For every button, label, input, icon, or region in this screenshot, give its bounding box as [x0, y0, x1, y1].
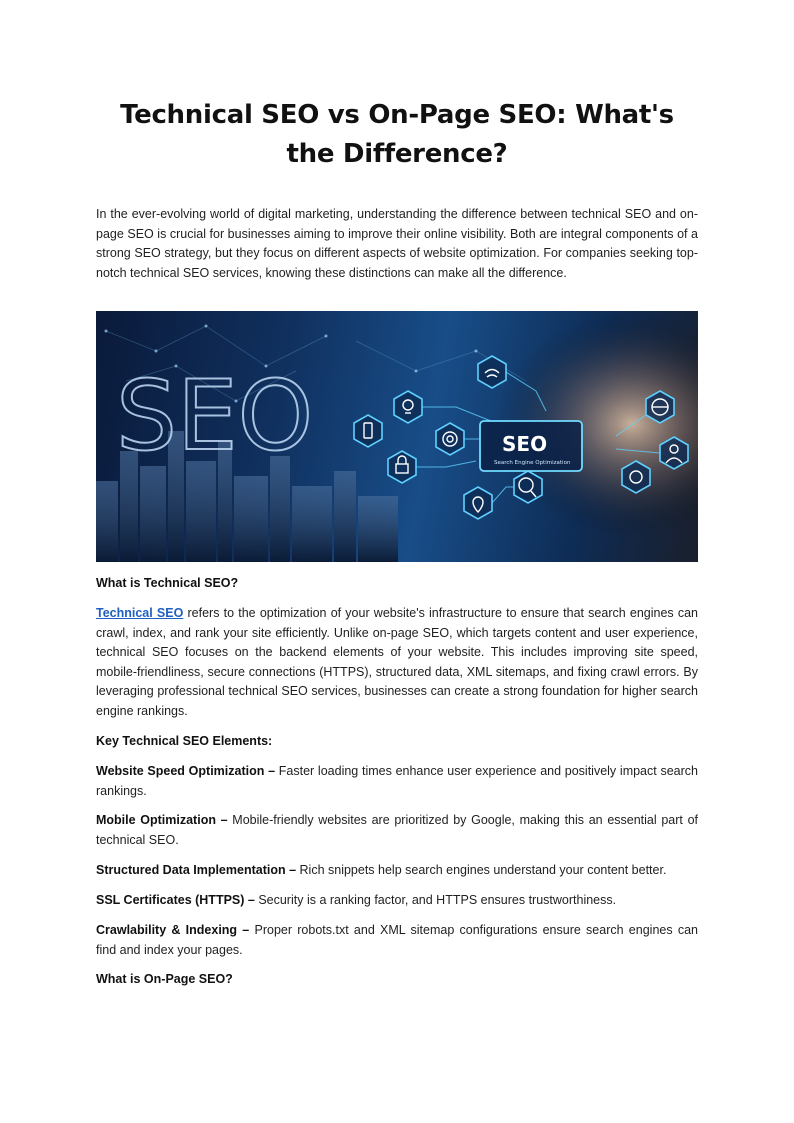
mobile-icon [354, 415, 382, 447]
list-item [96, 762, 698, 801]
technical-seo-paragraph [96, 604, 698, 721]
key-elements-heading: Key Technical SEO Elements: [96, 734, 273, 748]
gear-icon [622, 461, 650, 493]
hero-big-text: SEO [116, 360, 314, 472]
list-item-term: SSL Certificates (HTTPS) – [96, 893, 255, 907]
technical-seo-body-text: refers to the optimization of your website's infrastructure to ensure that search engines can crawl, index, and rank your site efficiently. Unlike on-page SEO, which targets content and user experience, technical SEO focuses on the backend elements of your website. This includes improving site speed, mobile-friendliness, secure connections (HTTPS), structured data, XML sitemaps, and fixing crawl errors. By leveraging professional technical SEO services, businesses can create a strong foundation for higher search engine rankings. [96, 606, 699, 718]
list-item-desc: Faster loading times enhance user experience and positively impact search rankings. [96, 764, 698, 798]
list-item-desc: Proper robots.txt and XML sitemap configurations ensure search engines can find and index your pages. [96, 923, 698, 957]
technical-seo-link[interactable]: Technical SEO [96, 606, 184, 620]
list-item-term: Website Speed Optimization – [96, 764, 276, 778]
target-icon [436, 423, 464, 455]
technical-seo-heading: What is Technical SEO? [96, 576, 239, 590]
intro-paragraph: In the ever-evolving world of digital marketing, understanding the difference between technical SEO and on-page SEO is crucial for businesses aiming to improve their online visibility. Both are integral components of a strong SEO strategy, but they focus on different aspects of website optimization. For companies seeking top-notch technical SEO services, knowing these distinctions can make all the difference. [96, 207, 698, 280]
list-item-term: Mobile Optimization – [96, 813, 228, 827]
seo-panel-title: SEO [502, 432, 548, 456]
list-item [96, 811, 698, 850]
seo-panel-subtitle: Search Engine Optimization [494, 460, 571, 466]
list-item-term: Crawlability & Indexing – [96, 923, 250, 937]
location-pin-icon [464, 487, 492, 519]
list-item-term: Structured Data Implementation – [96, 863, 297, 877]
onpage-seo-heading: What is On-Page SEO? [96, 972, 233, 986]
seo-illustration [96, 311, 698, 562]
list-item-desc: Rich snippets help search engines understand your content better. [296, 863, 667, 877]
page-title: Technical SEO vs On-Page SEO: What's the Difference? [120, 100, 674, 169]
lightbulb-icon [394, 391, 422, 423]
list-item [96, 861, 698, 881]
analytics-search-icon [514, 471, 542, 503]
list-item [96, 921, 698, 960]
wifi-icon [478, 356, 506, 388]
hero-image [96, 311, 698, 562]
list-item [96, 891, 698, 911]
list-item-desc: Security is a ranking factor, and HTTPS ensures trustworthiness. [254, 893, 617, 907]
list-item-desc: Mobile-friendly websites are prioritized by Google, making this an essential part of technical SEO. [96, 813, 698, 847]
